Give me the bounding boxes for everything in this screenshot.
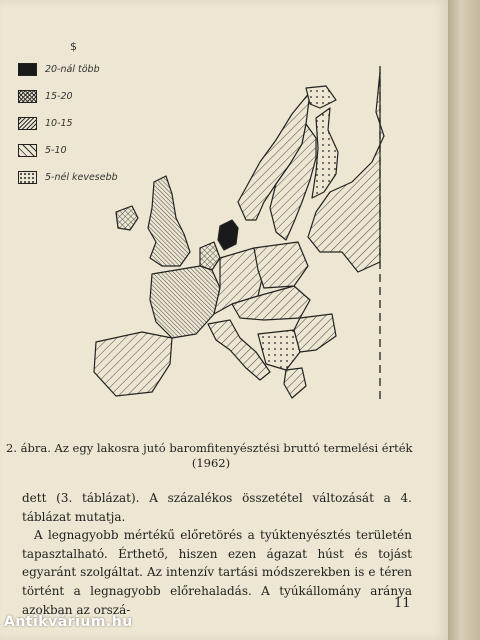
figure-caption <box>6 441 416 471</box>
paragraph-2: A legnagyobb mértékű előretörés a tyúktenyésztés területén tapasztalható. Érthető, hiszen ezen ágazat húst és tojást egyaránt szolgáltat. Az intenzív tartási módszerekben is e téren történt a legnagyobb előrehaladás. A tyúkállomány aránya azokban az orszá- <box>22 528 412 617</box>
legend-label: 5-nél kevesebb <box>45 171 118 183</box>
legend-heading: $ <box>70 40 77 53</box>
paragraph-1: dett (3. táblázat). A százalékos összetétel változását a 4. táblázat mutatja. <box>22 491 412 524</box>
legend-label: 5-10 <box>45 144 67 156</box>
legend-swatch-solid <box>18 63 37 76</box>
page-number: 11 <box>394 596 411 611</box>
region-denmark <box>218 220 238 250</box>
body-text <box>22 489 412 619</box>
region-ireland <box>116 206 138 230</box>
region-benelux <box>200 242 220 270</box>
region-britain <box>148 176 190 266</box>
legend-label: 10-15 <box>45 117 73 129</box>
region-north-cape <box>306 86 336 108</box>
region-iberia <box>94 332 172 396</box>
watermark: Antikvárium.hu <box>4 614 133 630</box>
legend-label: 15-20 <box>45 90 73 102</box>
europe-map <box>80 52 400 412</box>
region-greece <box>284 368 306 398</box>
legend-swatch-crosshatch <box>18 90 37 103</box>
region-italy <box>208 320 270 380</box>
legend-label: 20-nál több <box>45 63 100 75</box>
caption-line-2: (1962) <box>191 456 231 470</box>
book-spine <box>448 0 480 640</box>
caption-line-1: 2. ábra. Az egy lakosra jutó baromfitenyésztési bruttó termelési érték <box>6 441 413 455</box>
legend-swatch-dense-diagonal <box>18 117 37 130</box>
region-poland <box>254 242 308 288</box>
region-romania <box>294 314 336 352</box>
legend-swatch-dots <box>18 171 37 184</box>
legend-swatch-diagonal <box>18 144 37 157</box>
